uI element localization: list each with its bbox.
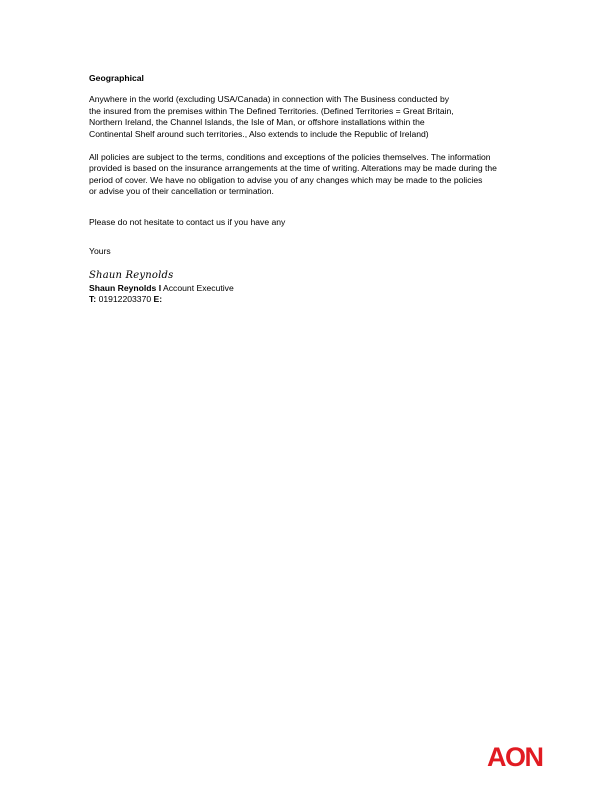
email-label: E: [153, 294, 163, 305]
letter-body [89, 73, 553, 305]
text-line: Continental Shelf around such territories., Also extends to include the Republic of Ireland) [89, 128, 429, 139]
text-line: period of cover. We have no obligation to advise you of any changes which may be made to the policies [89, 174, 483, 185]
signatory-title: Account Executive [163, 283, 234, 294]
phone-label: T: [89, 294, 97, 305]
signatory-line [89, 283, 553, 294]
policies-paragraph [89, 152, 553, 198]
section-heading: Geographical [89, 73, 144, 83]
territories-paragraph [89, 94, 510, 140]
contact-line: Please do not hesitate to contact us if you have any [89, 216, 286, 227]
contact-details [89, 294, 553, 305]
text-line: All policies are subject to the terms, conditions and exceptions of the policies themselves. The information [89, 152, 491, 163]
closing: Yours [89, 246, 111, 257]
signatory-name: Shaun Reynolds I [89, 283, 162, 294]
handwritten-signature: Shaun Reynolds [89, 270, 174, 282]
text-line: Northern Ireland, the Channel Islands, the Isle of Man, or offshore installations within the [89, 117, 425, 128]
text-line: provided is based on the insurance arrangements at the time of writing. Alterations may be made during the [89, 163, 497, 174]
text-line: the insured from the premises within The Defined Territories. (Defined Territories = Great Britain, [89, 105, 454, 116]
phone-number: 01912203370 [98, 294, 152, 305]
text-line: Anywhere in the world (excluding USA/Canada) in connection with The Business conducted by [89, 94, 450, 105]
aon-logo [487, 744, 552, 768]
text-line: or advise you of their cancellation or termination. [89, 186, 274, 197]
aon-logo-text: AON [487, 744, 543, 768]
